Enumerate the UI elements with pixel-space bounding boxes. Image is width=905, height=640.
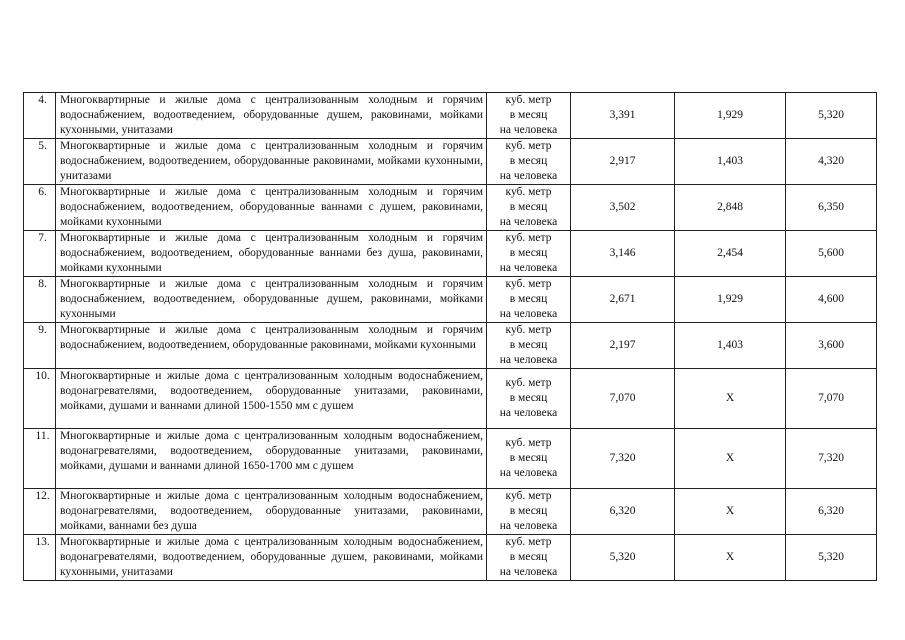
value-drain: 4,320	[786, 139, 877, 185]
unit-line: на человека	[499, 520, 558, 532]
unit-line: в месяц	[509, 201, 548, 213]
row-number: 9.	[24, 323, 56, 369]
unit-line: на человека	[499, 216, 558, 228]
value-hot: 2,917	[571, 139, 675, 185]
unit-line: на человека	[499, 124, 558, 136]
unit-line: на человека	[499, 308, 558, 320]
value-hot: 5,320	[571, 535, 675, 581]
norms-table-body	[24, 93, 877, 581]
unit-line: на человека	[499, 262, 558, 274]
unit-line: в месяц	[509, 551, 548, 563]
row-description: Многоквартирные и жилые дома с централизованным холодным и горячим водоснабжением, водоотведением, оборудованные ваннами с душем, раковинами, мойками кухонными	[56, 185, 487, 231]
table-row	[24, 277, 877, 323]
unit-line: в месяц	[509, 339, 548, 351]
value-drain: 6,320	[786, 489, 877, 535]
norms-table	[23, 92, 877, 581]
value-drain: 7,070	[786, 369, 877, 429]
row-unit	[487, 231, 571, 277]
value-drain: 5,320	[786, 535, 877, 581]
value-cold: X	[675, 369, 786, 429]
row-description: Многоквартирные и жилые дома с централизованным холодным водоснабжением, водонагревателями, водоотведением, оборудованные унитазами, раковинами, мойками, ваннами без душа	[56, 489, 487, 535]
value-cold: X	[675, 489, 786, 535]
unit-line: куб. метр	[505, 140, 552, 152]
value-cold: X	[675, 535, 786, 581]
row-number: 7.	[24, 231, 56, 277]
unit-line: в месяц	[509, 247, 548, 259]
table-row	[24, 323, 877, 369]
unit-line: на человека	[499, 170, 558, 182]
value-drain: 7,320	[786, 429, 877, 489]
row-number: 4.	[24, 93, 56, 139]
value-cold: 1,403	[675, 323, 786, 369]
table-row	[24, 93, 877, 139]
row-number: 11.	[24, 429, 56, 489]
row-description: Многоквартирные и жилые дома с централизованным холодным и горячим водоснабжением, водоотведением, оборудованные душем, раковинами, мойками кухонными	[56, 277, 487, 323]
unit-line: в месяц	[509, 392, 548, 404]
unit-line: куб. метр	[505, 536, 552, 548]
row-unit	[487, 277, 571, 323]
value-drain: 5,320	[786, 93, 877, 139]
unit-line: на человека	[499, 354, 558, 366]
value-hot: 2,671	[571, 277, 675, 323]
row-unit	[487, 535, 571, 581]
unit-line: куб. метр	[505, 278, 552, 290]
row-description: Многоквартирные и жилые дома с централизованным холодным и горячим водоснабжением, водоотведением, оборудованные душем, раковинами, мойками кухонными, унитазами	[56, 93, 487, 139]
unit-line: на человека	[499, 566, 558, 578]
value-hot: 6,320	[571, 489, 675, 535]
unit-line: на человека	[499, 407, 558, 419]
value-hot: 7,070	[571, 369, 675, 429]
unit-line: куб. метр	[505, 437, 552, 449]
value-drain: 6,350	[786, 185, 877, 231]
row-unit	[487, 369, 571, 429]
row-number: 13.	[24, 535, 56, 581]
row-description: Многоквартирные и жилые дома с централизованным холодным и горячим водоснабжением, водоотведением, оборудованные ваннами без душа, раковинами, мойками кухонными	[56, 231, 487, 277]
unit-line: в месяц	[509, 293, 548, 305]
row-number: 10.	[24, 369, 56, 429]
value-drain: 4,600	[786, 277, 877, 323]
row-unit	[487, 139, 571, 185]
unit-line: куб. метр	[505, 186, 552, 198]
row-number: 5.	[24, 139, 56, 185]
row-unit	[487, 323, 571, 369]
row-unit	[487, 185, 571, 231]
row-number: 8.	[24, 277, 56, 323]
row-unit	[487, 489, 571, 535]
table-row	[24, 369, 877, 429]
value-drain: 5,600	[786, 231, 877, 277]
table-row	[24, 185, 877, 231]
table-row	[24, 429, 877, 489]
row-unit	[487, 429, 571, 489]
value-cold: 2,454	[675, 231, 786, 277]
unit-line: на человека	[499, 467, 558, 479]
unit-line: куб. метр	[505, 232, 552, 244]
unit-line: в месяц	[509, 155, 548, 167]
row-number: 12.	[24, 489, 56, 535]
row-description: Многоквартирные и жилые дома с централизованным холодным водоснабжением, водонагревателями, водоотведением, оборудованные душем, раковинами, мойками кухонными, унитазами	[56, 535, 487, 581]
value-cold: 1,403	[675, 139, 786, 185]
unit-line: куб. метр	[505, 94, 552, 106]
table-row	[24, 489, 877, 535]
value-cold: X	[675, 429, 786, 489]
value-cold: 1,929	[675, 277, 786, 323]
unit-line: в месяц	[509, 505, 548, 517]
unit-line: куб. метр	[505, 324, 552, 336]
value-hot: 7,320	[571, 429, 675, 489]
value-hot: 3,146	[571, 231, 675, 277]
row-description: Многоквартирные и жилые дома с централизованным холодным водоснабжением, водонагревателями, водоотведением, оборудованные унитазами, раковинами, мойками, душами и ваннами длиной 1500-1550 мм с душем	[56, 369, 487, 429]
table-row	[24, 139, 877, 185]
row-description: Многоквартирные и жилые дома с централизованным холодным и горячим водоснабжением, водоотведением, оборудованные раковинами, мойками кухонными	[56, 323, 487, 369]
unit-line: в месяц	[509, 109, 548, 121]
row-description: Многоквартирные и жилые дома с централизованным холодным водоснабжением, водонагревателями, водоотведением, оборудованные унитазами, раковинами, мойками, душами и ваннами длиной 1650-1700 мм с душем	[56, 429, 487, 489]
value-drain: 3,600	[786, 323, 877, 369]
table-row	[24, 535, 877, 581]
value-hot: 3,502	[571, 185, 675, 231]
value-cold: 2,848	[675, 185, 786, 231]
unit-line: куб. метр	[505, 377, 552, 389]
unit-line: в месяц	[509, 452, 548, 464]
value-cold: 1,929	[675, 93, 786, 139]
row-number: 6.	[24, 185, 56, 231]
value-hot: 3,391	[571, 93, 675, 139]
value-hot: 2,197	[571, 323, 675, 369]
table-row	[24, 231, 877, 277]
row-unit	[487, 93, 571, 139]
unit-line: куб. метр	[505, 490, 552, 502]
row-description: Многоквартирные и жилые дома с централизованным холодным и горячим водоснабжением, водоотведением, оборудованные раковинами, мойками кухонными, унитазами	[56, 139, 487, 185]
